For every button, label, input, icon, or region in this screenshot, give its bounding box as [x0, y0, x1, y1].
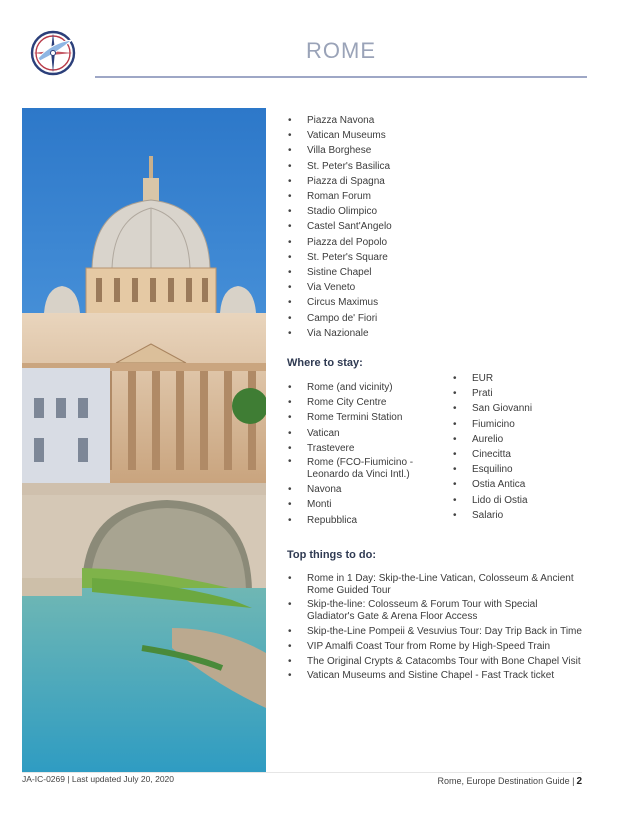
- list-item: • San Giovanni: [452, 401, 592, 416]
- where-to-stay-right-column: [452, 371, 592, 523]
- list-item: • Piazza del Popolo: [287, 235, 597, 250]
- footer-guide-info: [438, 776, 582, 787]
- list-item: • Rome (and vicinity): [287, 380, 437, 395]
- footer-divider: [22, 772, 582, 773]
- list-item: • Cinecitta: [452, 447, 592, 462]
- page-title: ROME: [306, 38, 376, 63]
- list-item: • Prati: [452, 386, 592, 401]
- list-item: • Esquilino: [452, 462, 592, 477]
- list-item: • Stadio Olimpico: [287, 204, 597, 219]
- list-item: • Skip-the-Line Pompeii & Vesuvius Tour: Day Trip Back in Time: [287, 626, 582, 638]
- list-item: • Ostia Antica: [452, 477, 592, 492]
- list-item: • Repubblica: [287, 513, 437, 528]
- list-item: • Rome in 1 Day: Skip-the-Line Vatican, Colosseum & Ancient Rome Guided Tour: [287, 573, 582, 596]
- list-item: • Monti: [287, 497, 437, 512]
- list-item: • Rome (FCO-Fiumicino - Leonardo da Vinci Intl.): [287, 456, 437, 482]
- list-item: • Roman Forum: [287, 189, 597, 204]
- list-item: • Navona: [287, 482, 437, 497]
- list-item: • Piazza Navona: [287, 113, 597, 128]
- page-number: 2: [576, 776, 582, 787]
- list-item: • Rome Termini Station: [287, 410, 437, 425]
- list-item: • Salario: [452, 508, 592, 523]
- list-item: • St. Peter's Square: [287, 250, 597, 265]
- compass-logo-icon: [28, 28, 78, 78]
- top-things-heading: Top things to do:: [287, 549, 376, 561]
- list-item: • Piazza di Spagna: [287, 174, 597, 189]
- list-item: • Trastevere: [287, 441, 437, 456]
- rome-photo: [22, 108, 266, 772]
- list-item: • VIP Amalfi Coast Tour from Rome by High-Speed Train: [287, 641, 582, 653]
- top-things-list: [287, 573, 582, 682]
- list-item: • Castel Sant'Angelo: [287, 219, 597, 234]
- footer-guide-title: Rome, Europe Destination Guide |: [437, 776, 575, 786]
- list-item: • Villa Borghese: [287, 143, 597, 158]
- list-item: • St. Peter's Basilica: [287, 159, 597, 174]
- list-item: • Circus Maximus: [287, 295, 597, 310]
- list-item: • Lido di Ostia: [452, 493, 592, 508]
- where-to-stay-left-column: [287, 380, 437, 528]
- list-item: • Rome City Centre: [287, 395, 437, 410]
- where-to-stay-heading: Where to stay:: [287, 357, 363, 369]
- attractions-section: [287, 113, 597, 341]
- list-item: • Vatican: [287, 426, 437, 441]
- list-item: • EUR: [452, 371, 592, 386]
- where-to-stay-right-list: [452, 371, 592, 523]
- top-things-section: [287, 573, 582, 685]
- list-item: • Vatican Museums and Sistine Chapel - Fast Track ticket: [287, 670, 582, 682]
- list-item: • Via Veneto: [287, 280, 597, 295]
- attractions-list: [287, 113, 597, 341]
- list-item: • Sistine Chapel: [287, 265, 597, 280]
- list-item: • Vatican Museums: [287, 128, 597, 143]
- list-item: • Fiumicino: [452, 417, 592, 432]
- title-divider: [95, 76, 587, 78]
- where-to-stay-left-list: [287, 380, 437, 528]
- list-item: • Skip-the-line: Colosseum & Forum Tour with Special Gladiator's Gate & Arena Floor Access: [287, 599, 582, 622]
- list-item: • Campo de' Fiori: [287, 311, 597, 326]
- list-item: • Via Nazionale: [287, 326, 597, 341]
- list-item: • Aurelio: [452, 432, 592, 447]
- list-item: • The Original Crypts & Catacombs Tour with Bone Chapel Visit: [287, 656, 582, 668]
- footer-doc-info: JA-IC-0269 | Last updated July 20, 2020: [22, 774, 174, 784]
